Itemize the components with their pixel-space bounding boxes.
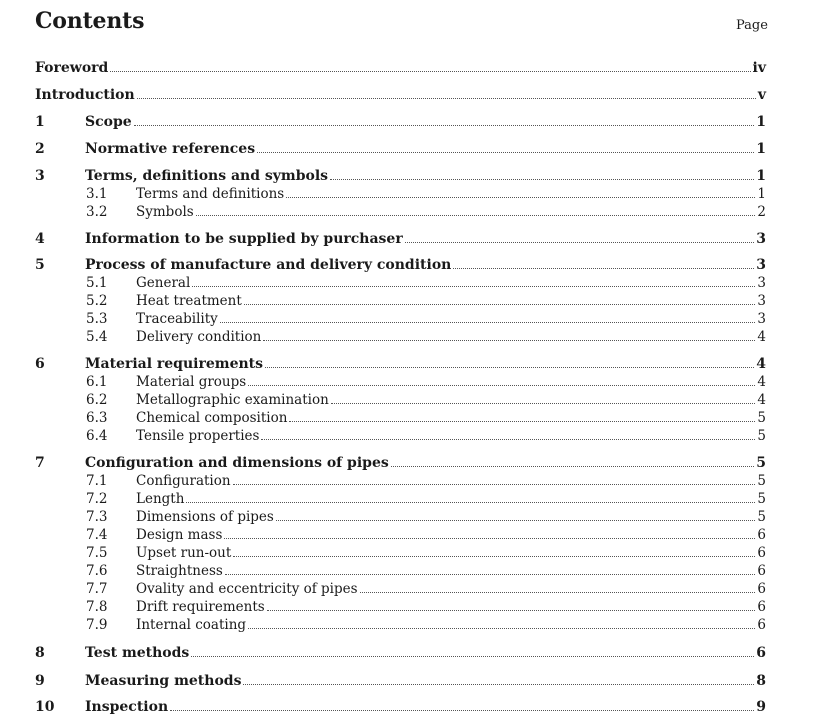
toc-entry-page: 4 — [757, 392, 766, 408]
dot-leader — [265, 367, 754, 368]
toc-entry[interactable] — [35, 58, 766, 76]
dot-leader — [263, 340, 755, 341]
toc-subentry[interactable] — [35, 615, 766, 633]
dot-leader — [243, 684, 754, 685]
toc-entry-page: 6 — [757, 563, 766, 579]
toc-entry-label: Terms and definitions — [136, 186, 285, 202]
toc-entry-page: 6 — [757, 581, 766, 597]
toc-entry[interactable] — [35, 112, 766, 130]
toc-entry-page: 4 — [756, 356, 766, 372]
toc-entry-number: 3.1 — [86, 186, 108, 202]
toc-entry-number: 5.2 — [86, 293, 108, 309]
toc-entry-label: Material requirements — [85, 356, 264, 372]
toc-entry-label: Drift requirements — [136, 599, 265, 615]
toc-entry-label: Foreword — [35, 60, 109, 76]
dot-leader — [196, 215, 756, 216]
toc-entry-label: Internal coating — [136, 617, 247, 633]
toc-entry-number: 7.5 — [86, 545, 108, 561]
toc-entry-page: 1 — [757, 186, 766, 202]
dot-leader — [137, 98, 756, 99]
toc-entry-page: 3 — [756, 231, 766, 247]
toc-entry-page: 3 — [757, 293, 766, 309]
toc-subentry[interactable] — [35, 543, 766, 561]
dot-leader — [405, 242, 755, 243]
toc-subentry[interactable] — [35, 309, 766, 327]
toc-entry-label: Tensile properties — [136, 428, 260, 444]
toc-entry-page: v — [757, 87, 766, 103]
dot-leader — [276, 520, 756, 521]
toc-subentry[interactable] — [35, 327, 766, 345]
toc-entry-number: 3.2 — [86, 204, 108, 220]
page-column-label: Page — [736, 18, 768, 33]
toc-entry-number: 7.3 — [86, 509, 108, 525]
toc-entry[interactable] — [35, 139, 766, 157]
dot-leader — [233, 556, 755, 557]
dot-leader — [170, 710, 754, 711]
toc-subentry[interactable] — [35, 202, 766, 220]
toc-entry-page: 6 — [757, 527, 766, 543]
toc-entry-page: 6 — [757, 545, 766, 561]
toc-entry[interactable] — [35, 643, 766, 661]
toc-entry-number: 7.4 — [86, 527, 108, 543]
toc-entry-page: 3 — [757, 275, 766, 291]
toc-entry[interactable] — [35, 354, 766, 372]
toc-subentry[interactable] — [35, 273, 766, 291]
toc-entry-number: 3 — [35, 168, 45, 184]
toc-entry-page: 5 — [756, 455, 766, 471]
toc-entry[interactable] — [35, 671, 766, 689]
dot-leader — [220, 322, 756, 323]
toc-subentry[interactable] — [35, 372, 766, 390]
toc-entry-number: 7 — [35, 455, 45, 471]
toc-subentry[interactable] — [35, 525, 766, 543]
toc-entry-label: Chemical composition — [136, 410, 288, 426]
toc-entry-number: 6 — [35, 356, 45, 372]
toc-subentry[interactable] — [35, 489, 766, 507]
toc-entry-number: 1 — [35, 114, 45, 130]
toc-entry[interactable] — [35, 229, 766, 247]
toc-entry-page: 6 — [756, 645, 766, 661]
toc-entry-label: Normative references — [85, 141, 256, 157]
toc-entry-label: Metallographic examination — [136, 392, 329, 408]
dot-leader — [244, 304, 756, 305]
toc-entry-page: 9 — [756, 699, 766, 715]
toc-entry-number: 6.2 — [86, 392, 108, 408]
toc-entry-page: 1 — [756, 168, 766, 184]
toc-entry-label: Ovality and eccentricity of pipes — [136, 581, 358, 597]
toc-subentry[interactable] — [35, 597, 766, 615]
toc-entry-number: 5 — [35, 257, 45, 273]
toc-entry-number: 4 — [35, 231, 45, 247]
toc-entry-number: 7.9 — [86, 617, 108, 633]
toc-subentry[interactable] — [35, 184, 766, 202]
toc-entry-number: 7.7 — [86, 581, 108, 597]
toc-entry[interactable] — [35, 255, 766, 273]
toc-entry[interactable] — [35, 85, 766, 103]
toc-entry-label: Delivery condition — [136, 329, 262, 345]
toc-entry-page: 3 — [756, 257, 766, 273]
toc-entry-number: 10 — [35, 699, 55, 715]
dot-leader — [257, 152, 754, 153]
dot-leader — [248, 385, 755, 386]
toc-entry-label: Symbols — [136, 204, 194, 220]
dot-leader — [233, 484, 756, 485]
toc-entry-label: Terms, definitions and symbols — [85, 168, 329, 184]
toc-entry-number: 5.4 — [86, 329, 108, 345]
toc-entry-page: 3 — [757, 311, 766, 327]
toc-entry-label: Straightness — [136, 563, 223, 579]
dot-leader — [330, 179, 754, 180]
toc-entry-label: Length — [136, 491, 185, 507]
toc-entry-page: iv — [752, 60, 766, 76]
toc-entry-label: Configuration — [136, 473, 231, 489]
dot-leader — [267, 610, 756, 611]
toc-subentry[interactable] — [35, 408, 766, 426]
toc-entry-label: Material groups — [136, 374, 247, 390]
toc-entry-label: Configuration and dimensions of pipes — [85, 455, 389, 471]
dot-leader — [286, 197, 755, 198]
dot-leader — [191, 656, 754, 657]
toc-entry-number: 7.8 — [86, 599, 108, 615]
toc-entry-number: 7.1 — [86, 473, 108, 489]
toc-subentry[interactable] — [35, 471, 766, 489]
toc-entry-page: 6 — [757, 617, 766, 633]
dot-leader — [224, 538, 755, 539]
dot-leader — [225, 574, 756, 575]
toc-entry-number: 5.1 — [86, 275, 108, 291]
dot-leader — [110, 71, 750, 72]
toc-entry-label: Dimensions of pipes — [136, 509, 274, 525]
toc-entry[interactable] — [35, 697, 766, 715]
toc-entry-number: 2 — [35, 141, 45, 157]
toc-entry-label: Measuring methods — [85, 673, 242, 689]
toc-entry-label: Upset run-out — [136, 545, 232, 561]
toc-subentry[interactable] — [35, 291, 766, 309]
toc-entry-label: Introduction — [35, 87, 135, 103]
toc-entry-number: 7.6 — [86, 563, 108, 579]
toc-entry-number: 9 — [35, 673, 45, 689]
toc-entry[interactable] — [35, 166, 766, 184]
toc-entry-page: 5 — [757, 473, 766, 489]
dot-leader — [186, 502, 755, 503]
dot-leader — [261, 439, 755, 440]
dot-leader — [192, 286, 755, 287]
dot-leader — [391, 466, 755, 467]
toc-entry-number: 5.3 — [86, 311, 108, 327]
toc-entry-page: 4 — [757, 374, 766, 390]
toc-entry-page: 8 — [756, 673, 766, 689]
toc-entry-number: 6.3 — [86, 410, 108, 426]
toc-entry-page: 5 — [757, 491, 766, 507]
toc-entry-label: General — [136, 275, 191, 291]
toc-entry-label: Process of manufacture and delivery condition — [85, 257, 452, 273]
toc-entry-label: Inspection — [85, 699, 169, 715]
toc-entry-page: 5 — [757, 410, 766, 426]
toc-entry-label: Test methods — [85, 645, 190, 661]
toc-entry-number: 8 — [35, 645, 45, 661]
toc-entry-number: 6.1 — [86, 374, 108, 390]
toc-entry-label: Scope — [85, 114, 132, 130]
dot-leader — [453, 268, 754, 269]
toc-entry-label: Traceability — [136, 311, 218, 327]
dot-leader — [360, 592, 756, 593]
dot-leader — [331, 403, 756, 404]
toc-entry-number: 6.4 — [86, 428, 108, 444]
toc-entry-page: 1 — [756, 141, 766, 157]
toc-entry-page: 1 — [756, 114, 766, 130]
toc-subentry[interactable] — [35, 561, 766, 579]
toc-entry-page: 5 — [757, 509, 766, 525]
toc-subentry[interactable] — [35, 579, 766, 597]
toc-entry-label: Design mass — [136, 527, 223, 543]
toc-entry-page: 2 — [757, 204, 766, 220]
toc-entry-label: Information to be supplied by purchaser — [85, 231, 403, 247]
dot-leader — [134, 125, 755, 126]
dot-leader — [248, 628, 755, 629]
toc-entry[interactable] — [35, 453, 766, 471]
toc-entry-number: 7.2 — [86, 491, 108, 507]
toc-subentry[interactable] — [35, 390, 766, 408]
page-title: Contents — [35, 8, 145, 34]
toc-subentry[interactable] — [35, 507, 766, 525]
dot-leader — [289, 421, 755, 422]
toc-entry-page: 4 — [757, 329, 766, 345]
toc-subentry[interactable] — [35, 426, 766, 444]
toc-entry-page: 5 — [757, 428, 766, 444]
toc-entry-label: Heat treatment — [136, 293, 242, 309]
toc-entry-page: 6 — [757, 599, 766, 615]
